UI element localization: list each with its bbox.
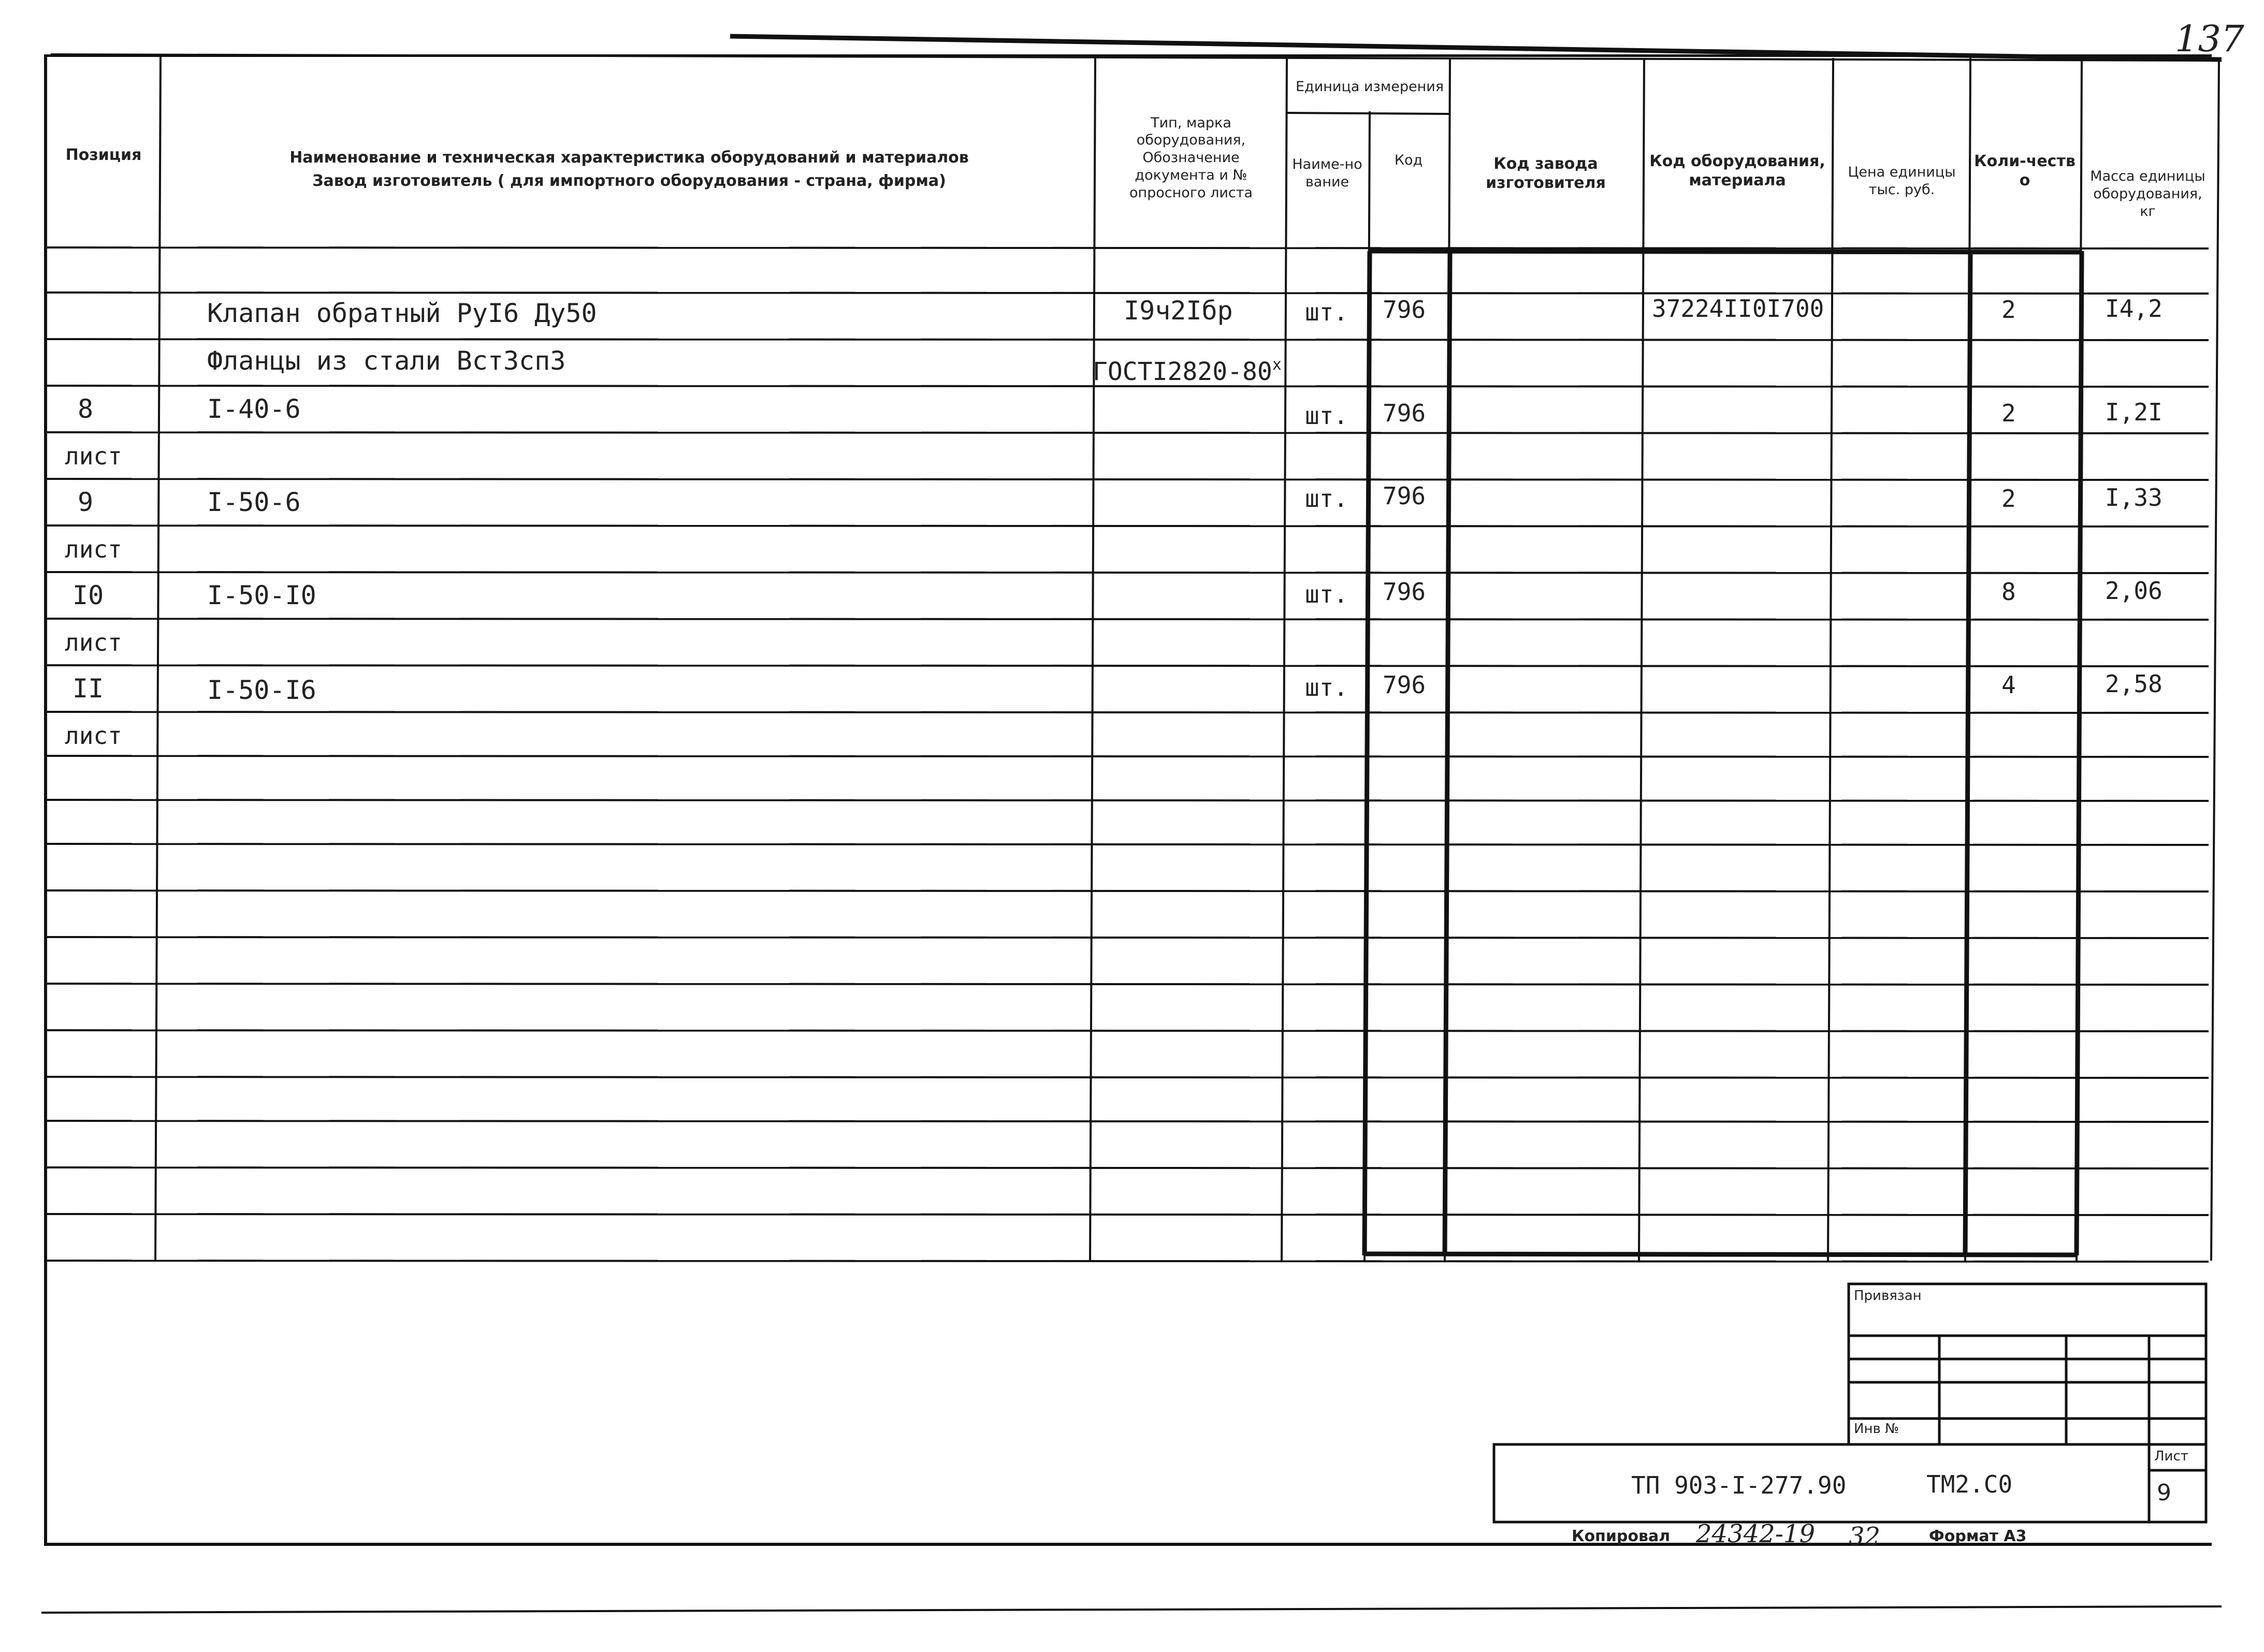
row9-code: 796 <box>1383 671 1426 699</box>
row1-equipment-code: 37224II0I700 <box>1652 295 1824 323</box>
row5-unit: шт. <box>1305 485 1348 513</box>
header-unit-price: Цена единицы тыс. руб. <box>1848 164 1956 198</box>
header-name-line1: Наименование и техническая характеристика оборудований и материалов <box>289 149 969 167</box>
header-unit-name: Наиме-нование <box>1292 156 1362 190</box>
row2-type <box>1093 357 1282 384</box>
row3-code: 796 <box>1383 399 1426 427</box>
row9-mass: 2,58 <box>2105 670 2163 698</box>
row5-quantity: 2 <box>2001 485 2016 513</box>
header-position: Позиция <box>65 146 142 165</box>
document-code: ТП 903-I-277.90 <box>1631 1471 1847 1499</box>
row1-type: I9ч2Iбр <box>1124 296 1233 326</box>
row7-unit: шт. <box>1305 580 1348 608</box>
row5-code: 796 <box>1383 482 1426 510</box>
row3-position: 8 <box>78 394 94 424</box>
header-quantity: Коли-чество <box>1974 152 2076 189</box>
row4-position: лист <box>65 442 122 470</box>
header-factory-code: Код завода изготовителя <box>1486 154 1606 192</box>
row1-unit: шт. <box>1305 298 1348 326</box>
row3-mass: I,2I <box>2105 398 2163 426</box>
row10-position: лист <box>65 722 122 750</box>
row7-position: I0 <box>72 580 104 610</box>
sheet-label: Лист <box>2154 1449 2188 1464</box>
section-code: ТМ2.С0 <box>1926 1470 2013 1498</box>
header-unit-code: Код <box>1394 152 1423 169</box>
row7-mass: 2,06 <box>2105 577 2163 605</box>
row3-name: I-40-6 <box>207 394 301 424</box>
row1-mass: I4,2 <box>2105 295 2163 323</box>
row5-position: 9 <box>78 487 94 517</box>
header-unit-group: Единица измерения <box>1295 78 1444 95</box>
corner-page-number: 137 <box>2175 21 2244 52</box>
attached-label: Привязан <box>1854 1288 1922 1304</box>
copied-label: Копировал <box>1572 1527 1671 1545</box>
row7-quantity: 8 <box>2001 578 2016 606</box>
copy-number: 24342-19 <box>1696 1519 1815 1548</box>
row5-name: I-50-6 <box>207 487 301 517</box>
row8-position: лист <box>65 628 122 656</box>
row1-name: Клапан обратный РуI6 Ду50 <box>207 298 597 328</box>
row2-type-superscript: x <box>1272 356 1282 374</box>
row9-unit: шт. <box>1305 674 1348 701</box>
header-unit-mass: Масса единицы оборудования, кг <box>2090 168 2205 220</box>
sheet-number: 9 <box>2157 1480 2171 1506</box>
format-label: Формат А3 <box>1929 1527 2027 1545</box>
row9-quantity: 4 <box>2001 671 2016 699</box>
copy-page: 32 <box>1849 1522 1881 1551</box>
row1-code: 796 <box>1383 296 1426 324</box>
row5-mass: I,33 <box>2105 484 2163 511</box>
row7-name: I-50-I0 <box>207 580 316 610</box>
row2-type-text: ГОСТI2820-80 <box>1093 357 1272 386</box>
header-equipment-code: Код оборудования, материала <box>1649 152 1825 189</box>
row2-name: Фланцы из стали ВстЗсп3 <box>207 346 566 376</box>
header-name-line2: Завод изготовитель ( для импортного оборудования - страна, фирма) <box>312 172 946 191</box>
row3-quantity: 2 <box>2001 399 2016 427</box>
row9-name: I-50-I6 <box>207 675 316 705</box>
inventory-number-label: Инв № <box>1854 1421 1899 1437</box>
row3-unit: шт. <box>1305 402 1348 430</box>
row7-code: 796 <box>1383 578 1426 606</box>
header-type-mark: Тип, марка оборудования, Обозначение документа и № опросного листа <box>1129 114 1253 201</box>
row9-position: II <box>72 674 104 704</box>
row1-quantity: 2 <box>2001 296 2016 324</box>
row6-position: лист <box>65 535 122 563</box>
